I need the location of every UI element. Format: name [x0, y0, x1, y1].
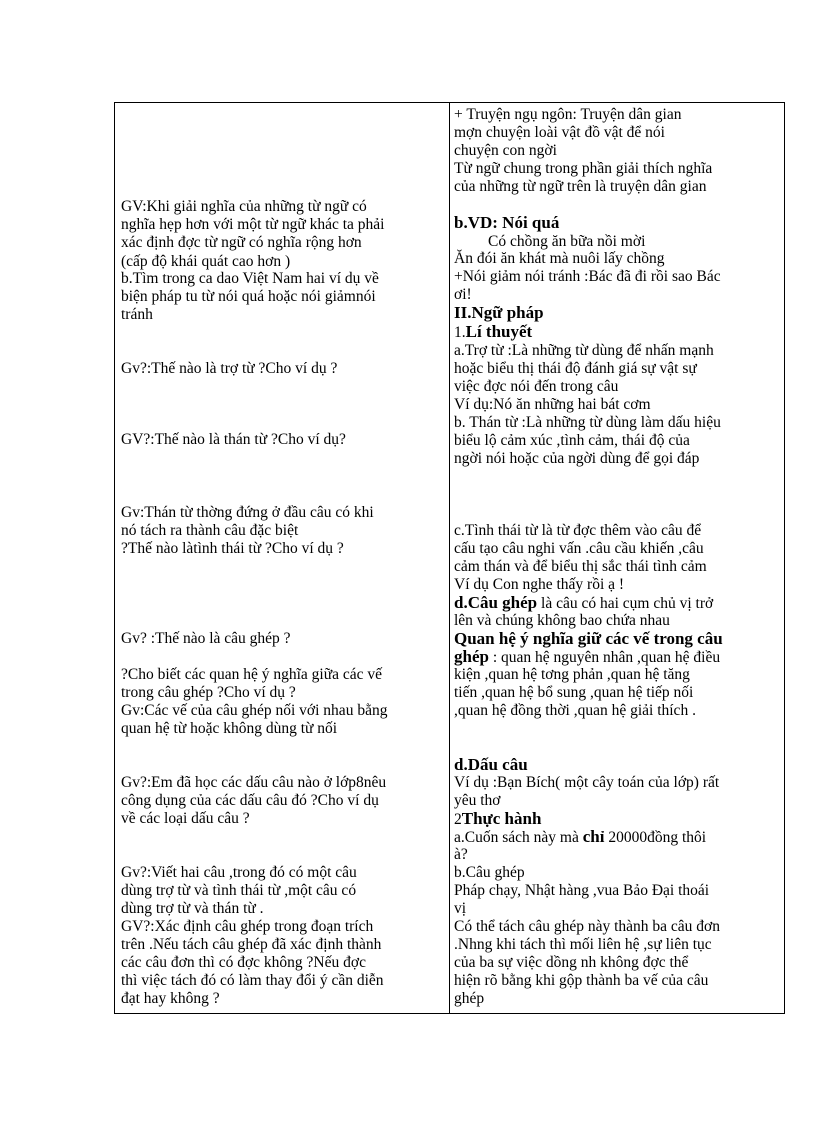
- li-thuyet-title: Lí thuyết: [465, 322, 533, 341]
- right-line: yêu thơ: [454, 792, 501, 809]
- left-line: ?Thế nào làtình thái từ ?Cho ví dụ ?: [121, 540, 344, 557]
- left-line: b.Tìm trong ca dao Việt Nam hai ví dụ về: [121, 270, 379, 287]
- right-line: cảm thán và để biểu thị sắc thái tình cảm: [454, 558, 707, 575]
- right-line: hiện rõ bằng khi gộp thành ba vế của câu: [454, 972, 709, 989]
- quan-he-line: [454, 648, 720, 666]
- left-line: tránh: [121, 306, 153, 323]
- heading-ngu-phap: II.Ngữ pháp: [454, 303, 544, 322]
- right-line: Từ ngữ chung trong phần giải thích nghĩa: [454, 160, 713, 177]
- left-line: (cấp độ khái quát cao hơn ): [121, 253, 291, 270]
- left-line: trên .Nếu tách câu ghép đã xác định thành: [121, 936, 382, 953]
- right-line: hoặc biểu thị thái độ đánh giá sự vật sự: [454, 360, 697, 377]
- left-line: Gv:Các vế của câu ghép nối với nhau bằng: [121, 702, 388, 719]
- right-line: Pháp chạy, Nhật hàng ,vua Bảo Đại thoái: [454, 882, 710, 899]
- right-line: Ăn đói ăn khát mà nuôi lấy chồng: [454, 250, 665, 267]
- left-line: nó tách ra thành câu đặc biệt: [121, 522, 299, 539]
- example-a-rest: 20000đồng thôi: [604, 829, 707, 846]
- left-line: GV?:Thế nào là thán từ ?Cho ví dụ?: [121, 431, 346, 448]
- right-line: việc đợc nói đến trong câu: [454, 378, 619, 395]
- right-line: mợn chuyện loài vật đồ vật để nói: [454, 124, 665, 141]
- right-line: a.Trợ từ :Là những từ dùng để nhấn mạnh: [454, 342, 714, 359]
- left-line: ?Cho biết các quan hệ ý nghĩa giữa các vế: [121, 666, 383, 683]
- heading-noi-qua: b.VD: Nói quá: [454, 213, 560, 232]
- right-line: của ba sự việc dồng nh không đợc thể: [454, 954, 689, 971]
- left-line: về các loại dấu câu ?: [121, 810, 250, 827]
- left-line: nghĩa hẹp hơn với một từ ngữ khác ta phải: [121, 216, 385, 233]
- quan-he-text: : quan hệ nguyên nhân ,quan hệ điều: [488, 649, 721, 666]
- example-a-text: a.Cuốn sách này mà: [454, 829, 583, 846]
- right-line: b.Câu ghép: [454, 864, 525, 881]
- left-line: Gv? :Thế nào là câu ghép ?: [121, 630, 291, 647]
- cau-ghep-line: [454, 594, 713, 612]
- left-line: Gv?:Viết hai câu ,trong đó có một câu: [121, 864, 357, 881]
- example-a-line: [454, 828, 706, 846]
- left-line: dùng trợ từ và thán từ .: [121, 900, 264, 917]
- thuc-hanh-title: Thực hành: [461, 809, 542, 828]
- cau-ghep-definition: là câu có hai cụm chủ vị trở: [537, 595, 714, 612]
- quan-he-heading: Quan hệ ý nghĩa giữ các vế trong câu: [454, 629, 723, 648]
- left-line: các câu đơn thì có đợc không ?Nếu đợc: [121, 954, 366, 971]
- left-line: trong câu ghép ?Cho ví dụ ?: [121, 684, 296, 701]
- heading-dau-cau: d.Dấu câu: [454, 755, 528, 774]
- left-line: đạt hay không ?: [121, 990, 220, 1007]
- left-line: thì việc tách đó có làm thay đổi ý cần diễn: [121, 972, 384, 989]
- left-line: công dụng của các dấu câu đó ?Cho ví dụ: [121, 792, 379, 809]
- left-line: quan hệ từ hoặc không dùng từ nối: [121, 720, 338, 737]
- right-line: Ví dụ :Bạn Bích( một cây toán của lớp) rất: [454, 774, 720, 791]
- cau-ghep-heading: d.Câu ghép: [454, 593, 538, 612]
- quan-he-heading-cont: ghép: [454, 647, 489, 666]
- left-line: GV?:Xác định câu ghép trong đoạn trích: [121, 918, 374, 935]
- left-line: GV:Khi giải nghĩa của những từ ngữ có: [121, 198, 367, 215]
- right-line: ngời nói hoặc của ngời dùng để gọi đáp: [454, 450, 700, 467]
- right-line: ,quan hệ đồng thời ,quan hệ giải thích .: [454, 702, 696, 719]
- left-line: dùng trợ từ và tình thái từ ,một câu có: [121, 882, 357, 899]
- heading-li-thuyet: [454, 323, 532, 341]
- right-line: + Truyện ngụ ngôn: Truyện dân gian: [454, 106, 682, 123]
- right-line: Ví dụ:Nó ăn những hai bát cơm: [454, 396, 651, 413]
- right-line: cấu tạo câu nghi vấn .câu cầu khiến ,câu: [454, 540, 704, 557]
- right-line: kiện ,quan hệ tơng phản ,quan hệ tăng: [454, 666, 690, 683]
- right-line: c.Tình thái từ là từ đợc thêm vào câu để: [454, 522, 702, 539]
- right-line: vị: [454, 900, 467, 917]
- lesson-table: [114, 102, 785, 1014]
- right-line: ghép: [454, 990, 485, 1007]
- column-divider: [449, 103, 450, 1013]
- right-line: biểu lộ cảm xúc ,tình cảm, thái độ của: [454, 432, 690, 449]
- right-line: .Nhng khi tách thì mối liên hệ ,sự liên tục: [454, 936, 712, 953]
- left-line: biện pháp tu từ nói quá hoặc nói giảmnói: [121, 288, 376, 305]
- li-thuyet-number: 1.: [454, 324, 466, 341]
- heading-thuc-hanh: [454, 810, 541, 828]
- left-line: Gv?:Em đã học các dấu câu nào ở lớp8nêu: [121, 774, 387, 791]
- thuc-hanh-number: 2: [454, 811, 462, 828]
- left-line: Gv:Thán từ thờng đứng ở đầu câu có khi: [121, 504, 374, 521]
- right-line: tiến ,quan hệ bổ sung ,quan hệ tiếp nối: [454, 684, 694, 701]
- left-line: xác định đợc từ ngữ có nghĩa rộng hơn: [121, 234, 362, 251]
- left-line: Gv?:Thế nào là trợ từ ?Cho ví dụ ?: [121, 360, 338, 377]
- right-line: Ví dụ Con nghe thấy rồi ạ !: [454, 576, 625, 593]
- right-line: chuyện con ngời: [454, 142, 557, 159]
- right-line: lên và chúng không bao chứa nhau: [454, 612, 670, 629]
- right-line: của những từ ngữ trên là truyện dân gian: [454, 178, 707, 195]
- example-a-bold: chỉ: [582, 827, 605, 846]
- right-line: ơi!: [454, 286, 472, 303]
- right-line: b. Thán từ :Là những từ dùng làm dấu hiệu: [454, 414, 721, 431]
- right-line: à?: [454, 846, 468, 863]
- right-line: Có chồng ăn bữa nồi mời: [488, 233, 646, 250]
- right-line: Có thể tách câu ghép này thành ba câu đơn: [454, 918, 721, 935]
- right-line: +Nói giảm nói tránh :Bác đã đi rồi sao Bác: [454, 268, 721, 285]
